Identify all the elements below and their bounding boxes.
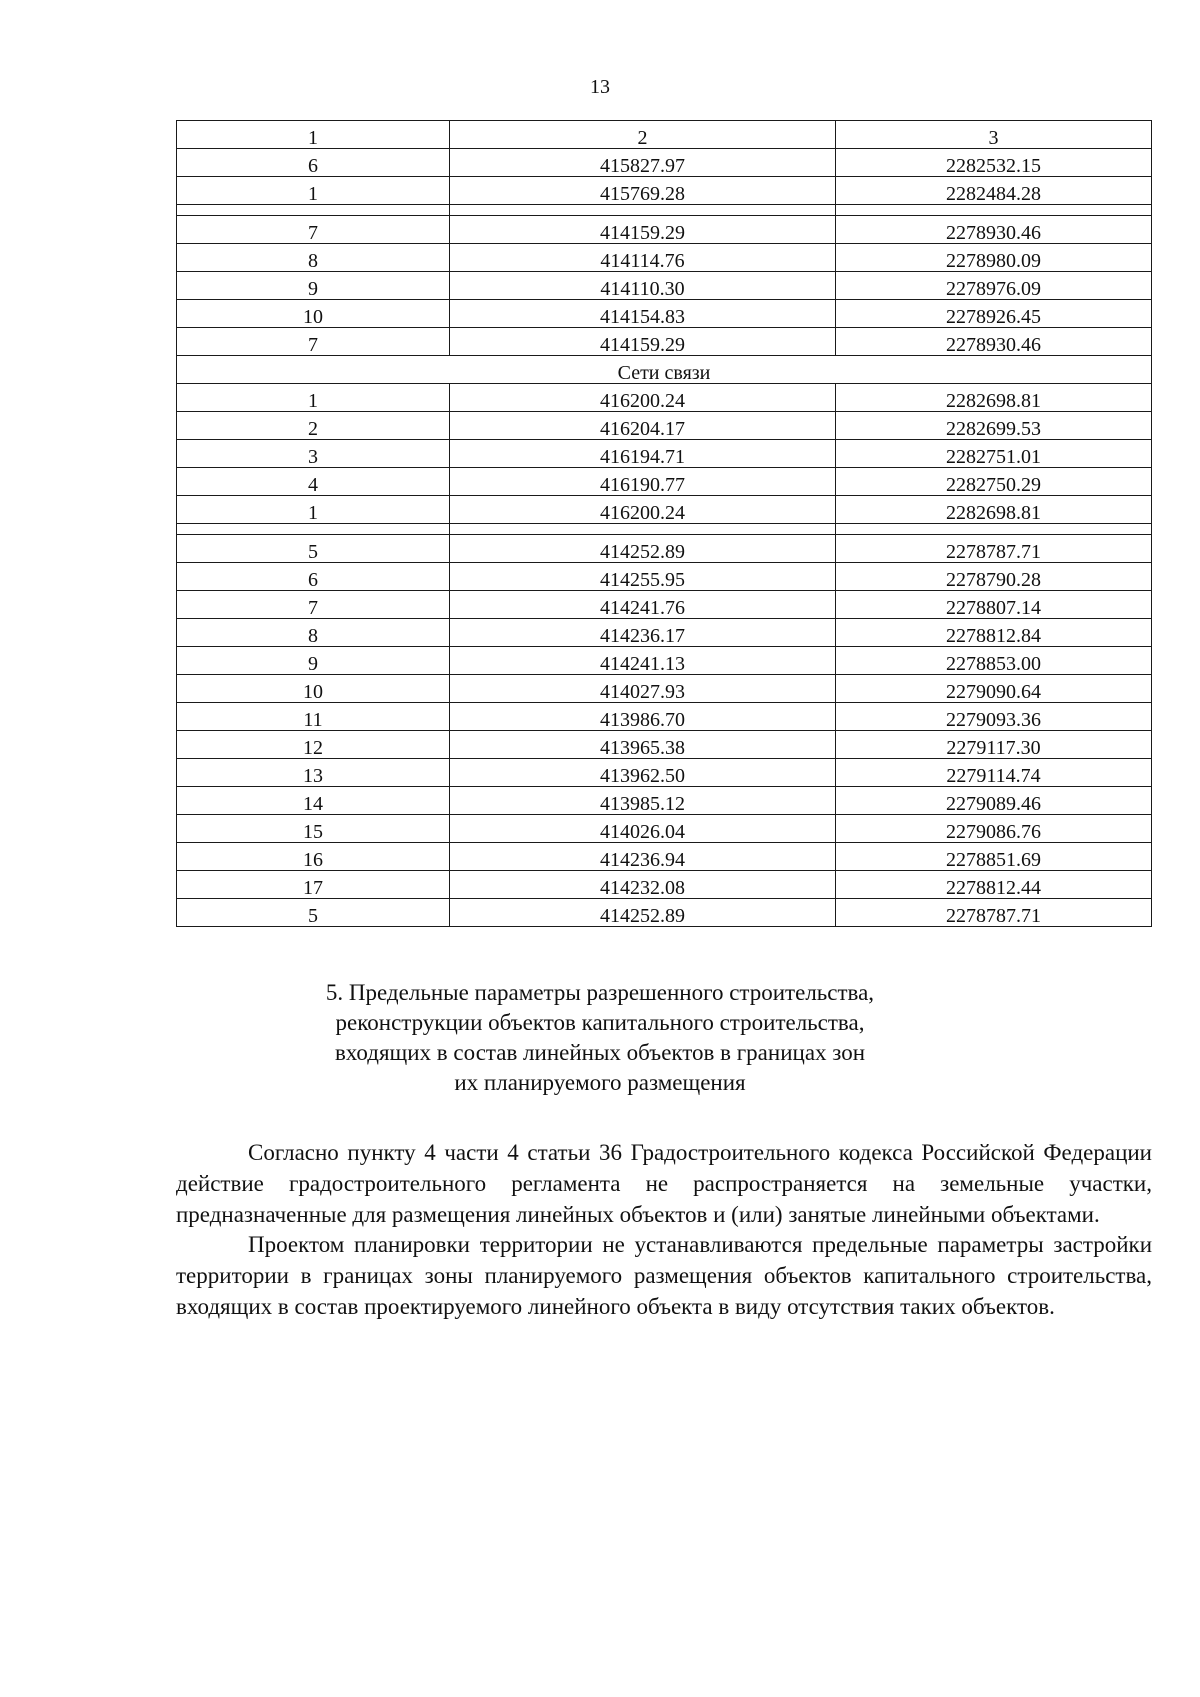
cell-y-coordinate: 2278851.69	[836, 843, 1152, 871]
table-row	[177, 216, 1152, 244]
empty-cell	[177, 524, 450, 535]
cell-y-coordinate: 2279114.74	[836, 759, 1152, 787]
table-row	[177, 647, 1152, 675]
cell-x-coordinate: 416204.17	[450, 412, 836, 440]
cell-x-coordinate: 414114.76	[450, 244, 836, 272]
cell-x-coordinate: 413985.12	[450, 787, 836, 815]
cell-point-number: 16	[177, 843, 450, 871]
table-header-row	[177, 121, 1152, 149]
cell-y-coordinate: 2278812.84	[836, 619, 1152, 647]
table-row	[177, 703, 1152, 731]
table-row	[177, 563, 1152, 591]
table-row	[177, 496, 1152, 524]
cell-point-number: 1	[177, 496, 450, 524]
cell-y-coordinate: 2279093.36	[836, 703, 1152, 731]
table-row	[177, 731, 1152, 759]
section-heading-line: 5. Предельные параметры разрешенного строительства,	[325, 980, 875, 1005]
cell-x-coordinate: 414236.94	[450, 843, 836, 871]
cell-y-coordinate: 2279086.76	[836, 815, 1152, 843]
cell-point-number: 8	[177, 619, 450, 647]
cell-x-coordinate: 414159.29	[450, 328, 836, 356]
cell-y-coordinate: 2278976.09	[836, 272, 1152, 300]
cell-y-coordinate: 2282532.15	[836, 149, 1152, 177]
cell-x-coordinate: 414026.04	[450, 815, 836, 843]
cell-point-number: 9	[177, 647, 450, 675]
cell-y-coordinate: 2278853.00	[836, 647, 1152, 675]
cell-point-number: 6	[177, 149, 450, 177]
cell-x-coordinate: 414110.30	[450, 272, 836, 300]
cell-x-coordinate: 416200.24	[450, 496, 836, 524]
cell-point-number: 9	[177, 272, 450, 300]
cell-y-coordinate: 2279090.64	[836, 675, 1152, 703]
table-row	[177, 619, 1152, 647]
section-heading	[300, 978, 900, 1098]
cell-point-number: 13	[177, 759, 450, 787]
cell-point-number: 11	[177, 703, 450, 731]
cell-x-coordinate: 414255.95	[450, 563, 836, 591]
table-spacer-row	[177, 205, 1152, 216]
table-spacer-row	[177, 524, 1152, 535]
header-cell-number: 1	[177, 121, 450, 149]
cell-point-number: 5	[177, 899, 450, 927]
cell-point-number: 3	[177, 440, 450, 468]
section-title-cell: Сети связи	[177, 356, 1152, 384]
cell-point-number: 7	[177, 591, 450, 619]
table-row	[177, 591, 1152, 619]
cell-point-number: 12	[177, 731, 450, 759]
cell-y-coordinate: 2282699.53	[836, 412, 1152, 440]
cell-y-coordinate: 2278926.45	[836, 300, 1152, 328]
cell-x-coordinate: 416190.77	[450, 468, 836, 496]
table-row	[177, 871, 1152, 899]
cell-x-coordinate: 414236.17	[450, 619, 836, 647]
cell-y-coordinate: 2282750.29	[836, 468, 1152, 496]
section-heading-line: их планируемого размещения	[454, 1069, 746, 1095]
table-row	[177, 149, 1152, 177]
body-text	[176, 1138, 1152, 1323]
cell-y-coordinate: 2278980.09	[836, 244, 1152, 272]
cell-x-coordinate: 414232.08	[450, 871, 836, 899]
table-row	[177, 300, 1152, 328]
paragraph: Согласно пункту 4 части 4 статьи 36 Градостроительного кодекса Российской Федерации действие градостроительного регламента не распространяется на земельные участки, предназначенные для размещения линейных объектов и (или) занятые линейными объектами.	[176, 1140, 1152, 1227]
paragraph: Проектом планировки территории не устанавливаются предельные параметры застройки территории в границах зоны планируемого размещения объектов капитального строительства, входящих в состав проектируемого линейного объекта в виду отсутствия таких объектов.	[176, 1232, 1152, 1320]
table-row	[177, 815, 1152, 843]
cell-y-coordinate: 2279089.46	[836, 787, 1152, 815]
table-row	[177, 440, 1152, 468]
table-row	[177, 177, 1152, 205]
cell-x-coordinate: 414154.83	[450, 300, 836, 328]
table-row	[177, 535, 1152, 563]
cell-x-coordinate: 416200.24	[450, 384, 836, 412]
cell-point-number: 1	[177, 384, 450, 412]
empty-cell	[836, 524, 1152, 535]
empty-cell	[177, 205, 450, 216]
cell-y-coordinate: 2282751.01	[836, 440, 1152, 468]
cell-point-number: 7	[177, 216, 450, 244]
cell-point-number: 4	[177, 468, 450, 496]
cell-y-coordinate: 2279117.30	[836, 731, 1152, 759]
cell-point-number: 1	[177, 177, 450, 205]
cell-x-coordinate: 414241.13	[450, 647, 836, 675]
header-cell-x: 2	[450, 121, 836, 149]
table-row	[177, 412, 1152, 440]
cell-x-coordinate: 413965.38	[450, 731, 836, 759]
table-row	[177, 328, 1152, 356]
cell-y-coordinate: 2278930.46	[836, 328, 1152, 356]
cell-y-coordinate: 2282698.81	[836, 384, 1152, 412]
cell-point-number: 17	[177, 871, 450, 899]
empty-cell	[450, 205, 836, 216]
cell-y-coordinate: 2278812.44	[836, 871, 1152, 899]
cell-y-coordinate: 2282698.81	[836, 496, 1152, 524]
table-row	[177, 468, 1152, 496]
page-number: 13	[590, 76, 610, 98]
header-cell-y: 3	[836, 121, 1152, 149]
table-row	[177, 675, 1152, 703]
empty-cell	[836, 205, 1152, 216]
cell-x-coordinate: 413986.70	[450, 703, 836, 731]
table-row	[177, 787, 1152, 815]
cell-x-coordinate: 414241.76	[450, 591, 836, 619]
cell-x-coordinate: 414159.29	[450, 216, 836, 244]
section-heading-line: входящих в состав линейных объектов в границах зон	[334, 1039, 866, 1065]
table-row	[177, 759, 1152, 787]
table-row	[177, 272, 1152, 300]
cell-point-number: 7	[177, 328, 450, 356]
cell-x-coordinate: 414252.89	[450, 899, 836, 927]
cell-x-coordinate: 414252.89	[450, 535, 836, 563]
cell-point-number: 5	[177, 535, 450, 563]
cell-y-coordinate: 2278787.71	[836, 899, 1152, 927]
cell-x-coordinate: 414027.93	[450, 675, 836, 703]
cell-y-coordinate: 2278807.14	[836, 591, 1152, 619]
coordinates-table	[176, 120, 1152, 927]
empty-cell	[450, 524, 836, 535]
cell-point-number: 10	[177, 300, 450, 328]
cell-y-coordinate: 2282484.28	[836, 177, 1152, 205]
cell-x-coordinate: 415769.28	[450, 177, 836, 205]
table-section-row	[177, 356, 1152, 384]
table-row	[177, 899, 1152, 927]
section-heading-line: реконструкции объектов капитального строительства,	[335, 1009, 865, 1035]
cell-x-coordinate: 415827.97	[450, 149, 836, 177]
table-row	[177, 244, 1152, 272]
cell-y-coordinate: 2278790.28	[836, 563, 1152, 591]
cell-point-number: 6	[177, 563, 450, 591]
cell-y-coordinate: 2278787.71	[836, 535, 1152, 563]
table-row	[177, 843, 1152, 871]
cell-x-coordinate: 416194.71	[450, 440, 836, 468]
table-row	[177, 384, 1152, 412]
cell-y-coordinate: 2278930.46	[836, 216, 1152, 244]
cell-point-number: 10	[177, 675, 450, 703]
cell-point-number: 14	[177, 787, 450, 815]
cell-point-number: 15	[177, 815, 450, 843]
cell-x-coordinate: 413962.50	[450, 759, 836, 787]
cell-point-number: 2	[177, 412, 450, 440]
cell-point-number: 8	[177, 244, 450, 272]
